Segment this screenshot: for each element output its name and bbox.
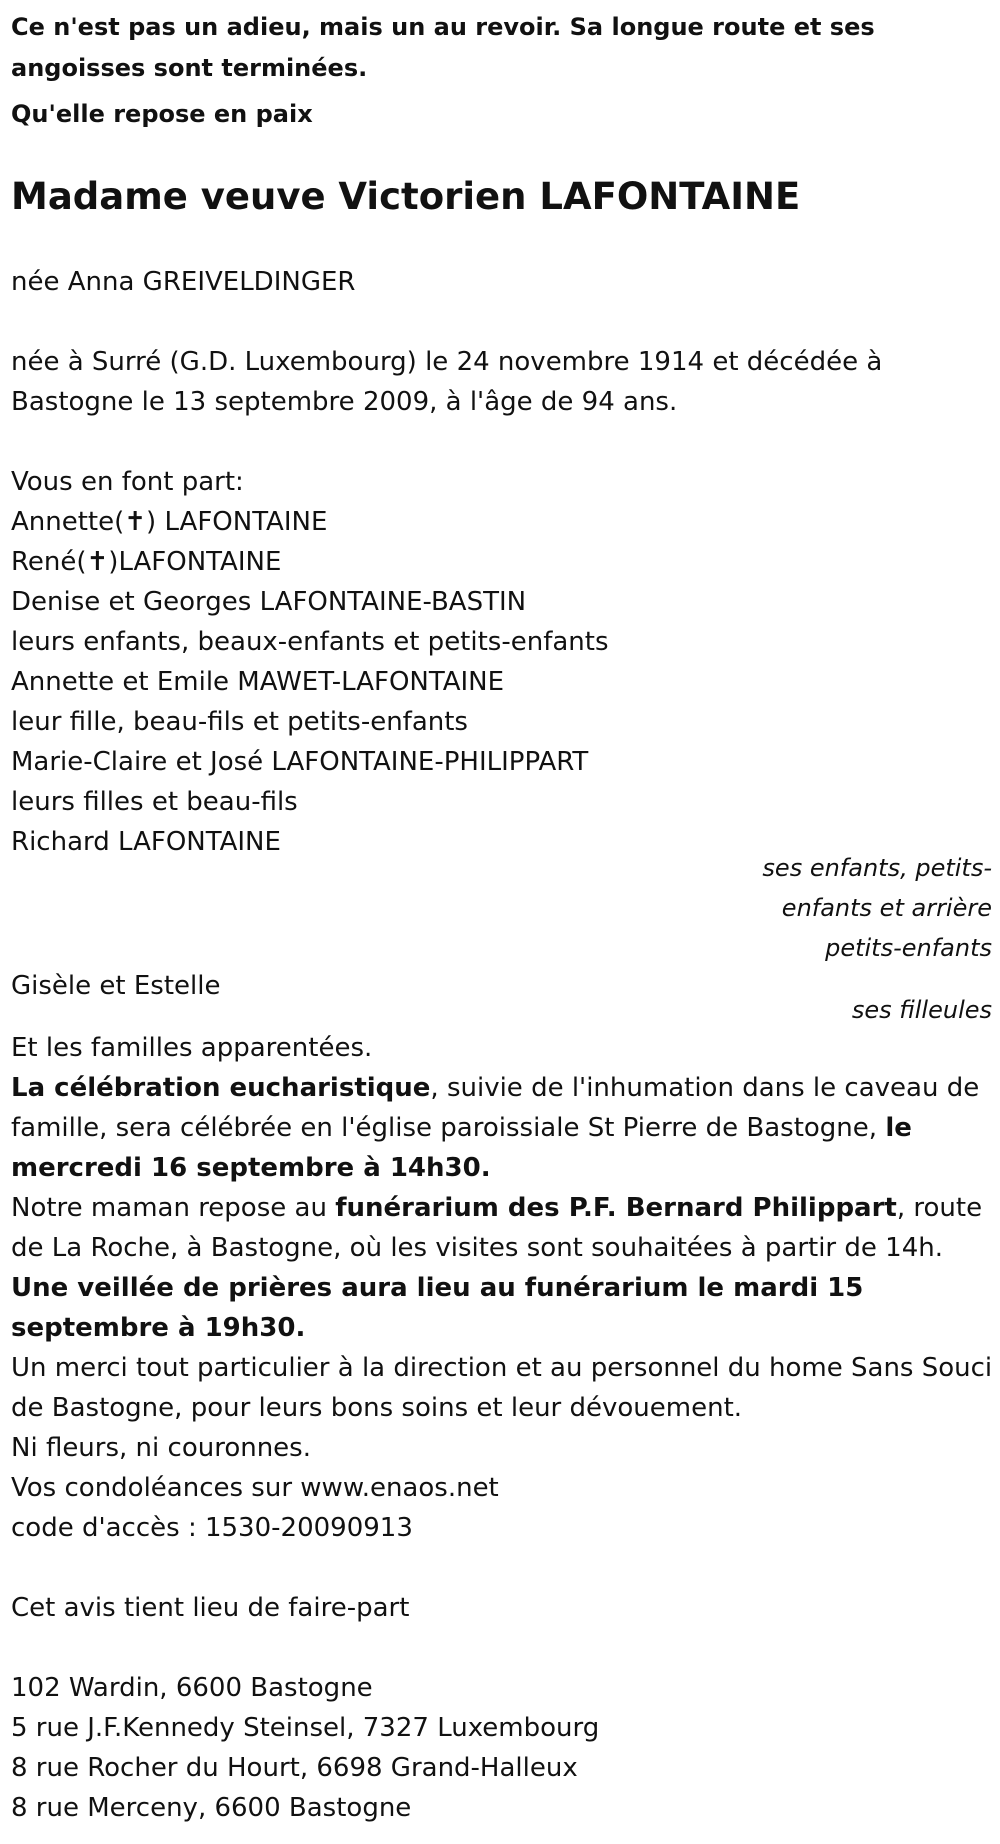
rest-in-peace: Qu'elle repose en paix	[11, 100, 313, 128]
celebration-date: le mercredi 16 septembre à 14h30.	[11, 1113, 912, 1183]
address-line: 102 Wardin, 6600 Bastogne	[11, 1673, 373, 1703]
funeral-home-paragraph	[11, 1188, 996, 1268]
relatives: Et les familles apparentées.	[11, 1033, 373, 1063]
address-line: 8 rue Rocher du Hourt, 6698 Grand-Halleux	[11, 1753, 578, 1783]
celebration-bold: La célébration eucharistique	[11, 1073, 431, 1103]
children-label: enfants et arrière	[781, 894, 992, 922]
farewell-quote: Ce n'est pas un adieu, mais un au revoir. Sa longue route et ses angoisses sont terminées.	[11, 13, 875, 82]
goddaughters: Gisèle et Estelle	[11, 971, 221, 1001]
family-line: leurs filles et beau-fils	[11, 787, 298, 817]
no-flowers: Ni fleurs, ni couronnes.	[11, 1433, 311, 1463]
vigil-paragraph	[11, 1268, 996, 1348]
birth-death-line-2: Bastogne le 13 septembre 2009, à l'âge de 94 ans.	[11, 387, 678, 417]
address-line: 5 rue J.F.Kennedy Steinsel, 7327 Luxembourg	[11, 1713, 600, 1743]
birth-death-line-1: née à Surré (G.D. Luxembourg) le 24 novembre 1914 et décédée à	[11, 347, 883, 377]
born-name: née Anna GREIVELDINGER	[11, 267, 356, 297]
access-code: code d'accès : 1530-20090913	[11, 1513, 413, 1543]
deceased-name: Madame veuve Victorien LAFONTAINE	[11, 175, 801, 218]
family-line: Annette(✝) LAFONTAINE	[11, 507, 328, 537]
children-label: petits-enfants	[825, 934, 992, 962]
family-line: Annette et Emile MAWET-LAFONTAINE	[11, 667, 505, 697]
celebration-paragraph	[11, 1068, 996, 1188]
children-label: ses enfants, petits-	[762, 854, 992, 882]
funeral-home-post: , route de La Roche, à Bastogne, où les visites sont souhaitées à partir de 14h.	[11, 1193, 983, 1263]
family-line: Richard LAFONTAINE	[11, 827, 281, 857]
condolences-link: Vos condoléances sur www.enaos.net	[11, 1473, 499, 1503]
family-line: leur fille, beau-fils et petits-enfants	[11, 707, 468, 737]
family-line: Denise et Georges LAFONTAINE-BASTIN	[11, 587, 527, 617]
vigil-bold: Une veillée de prières aura lieu au funérarium le mardi 15 septembre à 19h30.	[11, 1273, 864, 1343]
notice: Cet avis tient lieu de faire-part	[11, 1593, 410, 1623]
family-line: René(✝)LAFONTAINE	[11, 547, 282, 577]
goddaughters-label: ses filleules	[851, 996, 992, 1024]
funeral-home-pre: Notre maman repose au	[11, 1193, 336, 1223]
family-line: leurs enfants, beaux-enfants et petits-enfants	[11, 627, 609, 657]
announcement-intro: Vous en font part:	[11, 467, 244, 497]
funeral-home-bold: funérarium des P.F. Bernard Philippart	[335, 1193, 897, 1223]
address-line: 8 rue Merceny, 6600 Bastogne	[11, 1793, 412, 1823]
family-line: Marie-Claire et José LAFONTAINE-PHILIPPART	[11, 747, 589, 777]
thanks-paragraph: Un merci tout particulier à la direction et au personnel du home Sans Souci de Bastogne, pour leurs bons soins et leur dévouement.	[11, 1353, 993, 1423]
celebration-text: , suivie de l'inhumation dans le caveau de famille, sera célébrée en l'église paroissiale St Pierre de Bastogne,	[11, 1073, 980, 1143]
